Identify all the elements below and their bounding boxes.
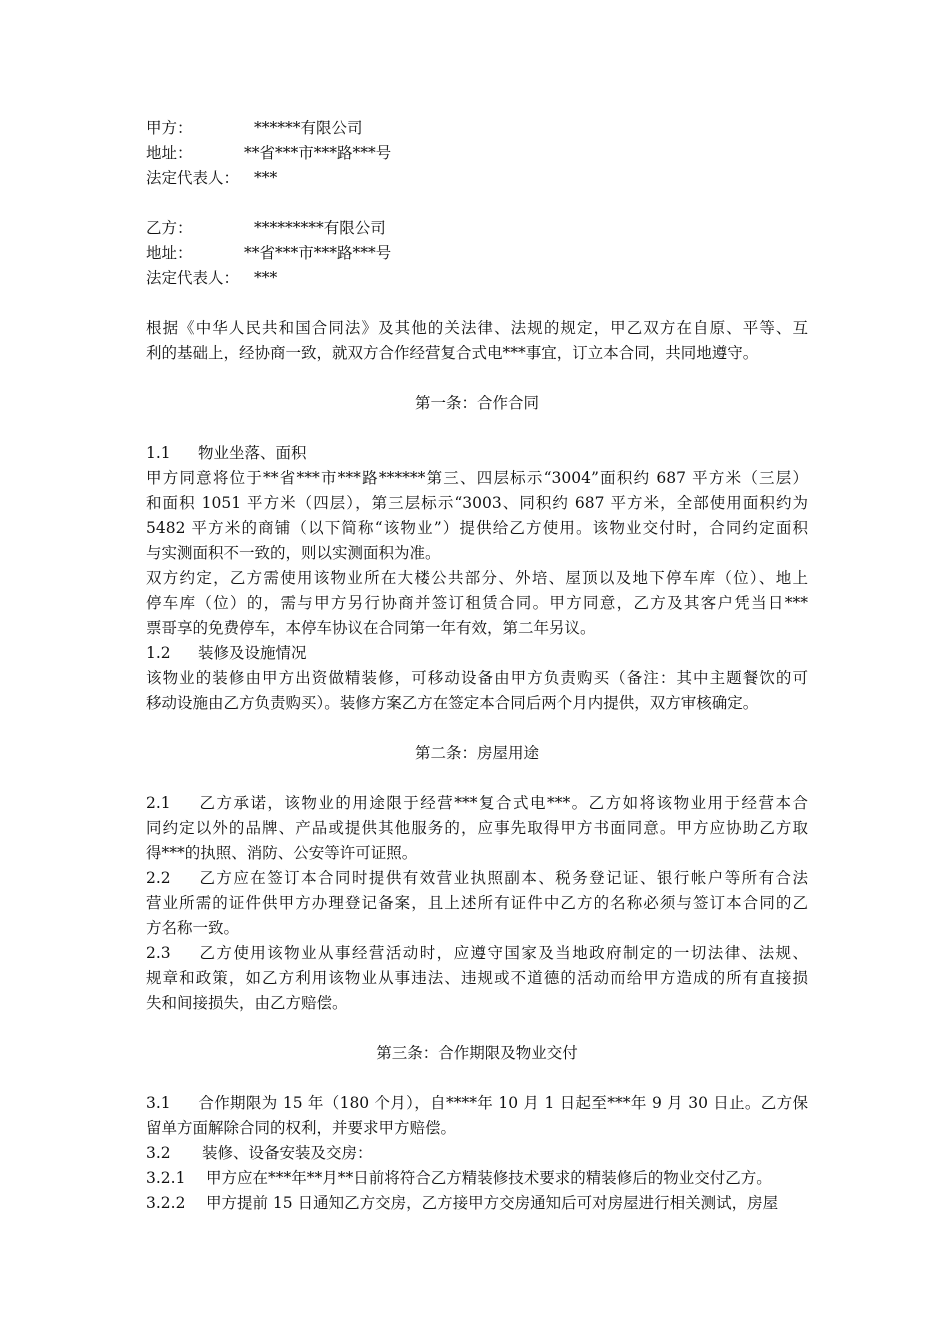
section-number: 2.1: [146, 794, 171, 812]
section-title: 物业坐落、面积: [198, 444, 307, 462]
party-b-rep-label: 法定代表人：: [146, 269, 240, 287]
article-1-title: 第一条：合作合同: [414, 394, 539, 412]
section-number: 3.2.2: [146, 1194, 186, 1212]
paragraph-line: 规章和政策，如乙方利用该物业从事违法、违规或不道德的活动而给甲方造成的所有直接损: [146, 969, 808, 987]
section-number: 2.3: [146, 944, 171, 962]
section-number: 3.2: [146, 1144, 171, 1162]
party-a-name: ******有限公司: [254, 119, 363, 137]
paragraph-line: 得***的执照、消防、公安等许可证照。: [146, 844, 418, 862]
section-heading: [146, 641, 808, 666]
paragraph-line: [146, 1191, 808, 1216]
paragraph-line: [146, 941, 808, 966]
party-b-line: [146, 216, 808, 241]
section-number: 3.2.1: [146, 1169, 186, 1187]
paragraph-line: 方名称一致。: [146, 919, 240, 937]
preamble-line: 利的基础上，经协商一致，就双方合作经营复合式电***事宜，订立本合同，共同地遵守。: [146, 344, 759, 362]
paragraph-line: 票哥享的免费停车，本停车协议在合同第一年有效，第二年另议。: [146, 619, 596, 637]
section-title: 装修、设备安装及交房：: [202, 1144, 373, 1162]
paragraph-line: 和面积 1051 平方米（四层），第三层标示“3003、同积约 687 平方米，全部使用面积约为: [146, 494, 808, 512]
spacer: [146, 1016, 808, 1041]
section-heading: [146, 441, 808, 466]
paragraph-line: [146, 791, 808, 816]
paragraph-line: [146, 1166, 808, 1191]
paragraph-line: 移动设施由乙方负责购买）。装修方案乙方在签定本合同后两个月内提供，双方审核确定。: [146, 694, 759, 712]
spacer: [146, 716, 808, 741]
paragraph-line: [146, 866, 808, 891]
paragraph-line: [146, 1091, 808, 1116]
party-a-rep-line: [146, 166, 808, 191]
paragraph-line: 该物业的装修由甲方出资做精装修，可移动设备由甲方负责购买（备注：其中主题餐饮的可: [146, 669, 808, 687]
party-a-address-label: 地址：: [146, 144, 193, 162]
party-a-rep-label: 法定代表人：: [146, 169, 240, 187]
section-heading: [146, 1141, 808, 1166]
party-a-label: 甲方：: [146, 119, 193, 137]
spacer: [146, 191, 808, 216]
section-number: 3.1: [146, 1094, 171, 1112]
section-text: 乙方承诺，该物业的用途限于经营***复合式电***。乙方如将该物业用于经营本合: [198, 794, 808, 812]
party-b-rep: ***: [254, 269, 278, 287]
paragraph-line: 与实测面积不一致的，则以实测面积为准。: [146, 544, 441, 562]
section-title: 装修及设施情况: [198, 644, 307, 662]
section-number: 1.1: [146, 444, 171, 462]
party-a-address: **省***市***路***号: [244, 144, 392, 162]
party-b-rep-line: [146, 266, 808, 291]
section-text: 甲方提前 15 日通知乙方交房，乙方接甲方交房通知后可对房屋进行相关测试，房屋: [206, 1194, 779, 1212]
article-2-title: 第二条：房屋用途: [414, 744, 539, 762]
spacer: [146, 1066, 808, 1091]
article-3-title: 第三条：合作期限及物业交付: [376, 1044, 578, 1062]
paragraph-line: 双方约定，乙方需使用该物业所在大楼公共部分、外培、屋顶以及地下停车库（位）、地上: [146, 569, 808, 587]
paragraph-line: 同约定以外的品牌、产品或提供其他服务的，应事先取得甲方书面同意。甲方应协助乙方取: [146, 819, 808, 837]
paragraph-line: 停车库（位）的，需与甲方另行协商并签订租赁合同。甲方同意，乙方及其客户凭当日***: [146, 594, 808, 612]
party-b-label: 乙方：: [146, 219, 193, 237]
party-b-address: **省***市***路***号: [244, 244, 392, 262]
paragraph-line: 留单方面解除合同的权利，并要求甲方赔偿。: [146, 1119, 457, 1137]
spacer: [146, 366, 808, 391]
section-text: 乙方使用该物业从事经营活动时，应遵守国家及当地政府制定的一切法律、法规、: [198, 944, 808, 962]
section-text: 甲方应在***年**月**日前将符合乙方精装修技术要求的精装修后的物业交付乙方。: [206, 1169, 772, 1187]
paragraph-line: 5482 平方米的商铺（以下简称“该物业”）提供给乙方使用。该物业交付时，合同约定面积: [146, 519, 808, 537]
paragraph-line: 营业所需的证件供甲方办理登记备案，且上述所有证件中乙方的名称必须与签订本合同的乙: [146, 894, 808, 912]
spacer: [146, 416, 808, 441]
section-number: 1.2: [146, 644, 171, 662]
paragraph-line: 甲方同意将位于**省***市***路******第三、四层标示“3004”面积约 687 平方米（三层）: [146, 469, 808, 487]
section-text: 合作期限为 15 年（180 个月），自****年 10 月 1 日起至***年 9 月 30 日止。乙方保: [198, 1094, 808, 1112]
party-a-rep: ***: [254, 169, 278, 187]
party-b-name: *********有限公司: [254, 219, 386, 237]
section-number: 2.2: [146, 869, 171, 887]
preamble-line: 根据《中华人民共和国合同法》及其他的关法律、法规的规定，甲乙双方在自原、平等、互: [146, 319, 808, 337]
spacer: [146, 291, 808, 316]
contract-body: [146, 116, 808, 1216]
party-a-address-line: [146, 141, 808, 166]
spacer: [146, 766, 808, 791]
party-b-address-line: [146, 241, 808, 266]
party-b-address-label: 地址：: [146, 244, 193, 262]
paragraph-line: 失和间接损失，由乙方赔偿。: [146, 994, 348, 1012]
party-a-line: [146, 116, 808, 141]
section-text: 乙方应在签订本合同时提供有效营业执照副本、税务登记证、银行帐户等所有合法: [198, 869, 808, 887]
